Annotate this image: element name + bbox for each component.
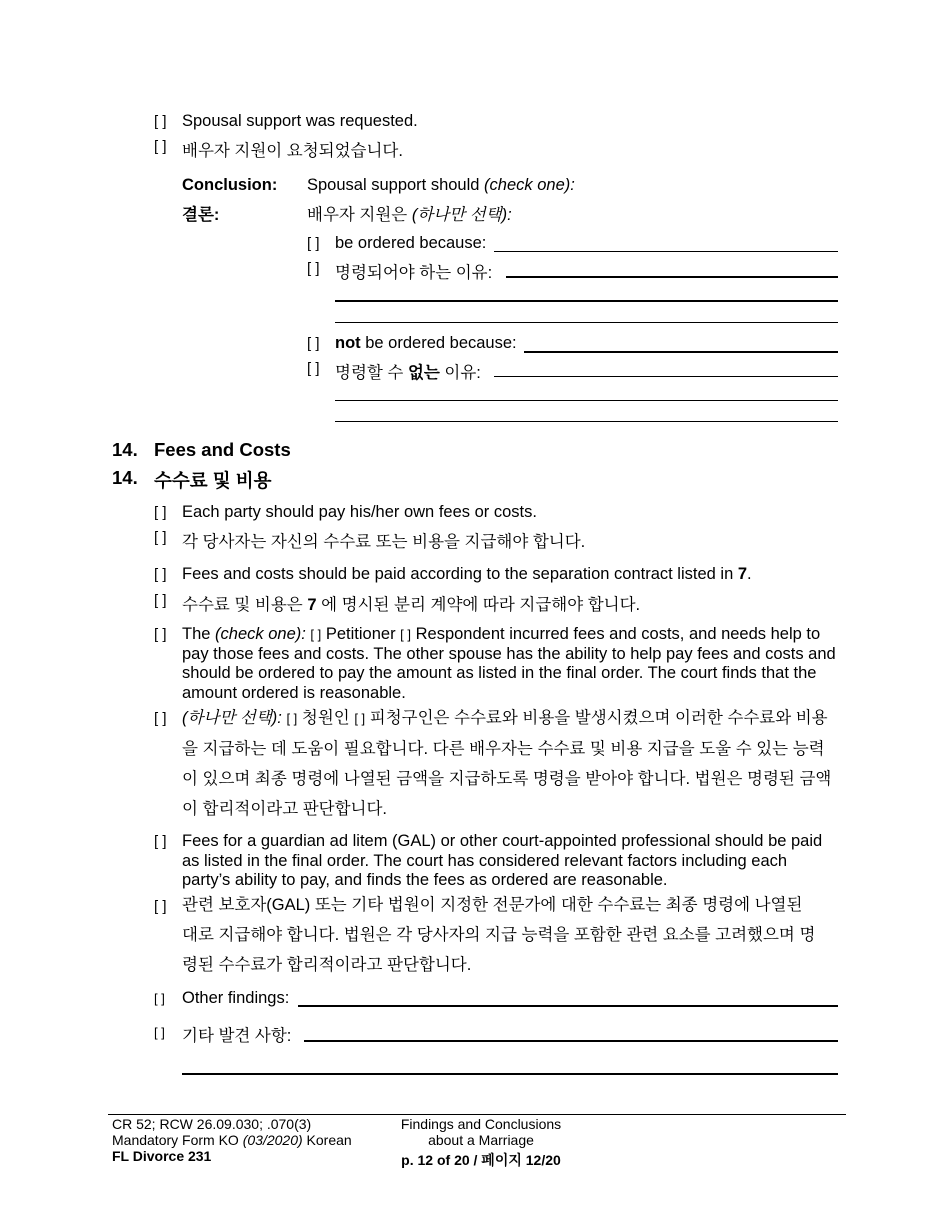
checkbox-own-fees[interactable]: [ ] xyxy=(154,504,167,521)
section-14-number-ko: 14. xyxy=(112,467,138,488)
other-findings-line[interactable] xyxy=(298,1005,838,1007)
footer-statute: CR 52; RCW 26.09.030; .070(3) xyxy=(112,1116,312,1132)
gal-ko: 관련 보호자(GAL) 또는 기타 법원이 지정한 전문가에 대한 수수료는 최종 명령에 나열된 대로 지급해야 합니다. 법원은 각 당사자의 지급 능력을 포함한 관련 요소를 고려했으며 명령된 수수료가 합리적이라고 판단합니다. xyxy=(182,896,816,974)
footer-rule xyxy=(108,1114,846,1115)
spousal-should-ko: 배우자 지원은 (하나만 선택): xyxy=(307,206,512,224)
ordered-reason-line-3[interactable] xyxy=(335,322,838,323)
checkbox-incurred[interactable]: [ ] xyxy=(154,626,167,643)
checkbox-other-findings-ko[interactable]: [ ] xyxy=(154,1025,165,1040)
not-ordered-ko: 명령할 수 없는 이유: xyxy=(335,364,481,382)
checkbox-gal[interactable]: [ ] xyxy=(154,833,167,850)
own-fees-ko: 각 당사자는 자신의 수수료 또는 비용을 지급해야 합니다. xyxy=(182,533,586,551)
contract-en: Fees and costs should be paid according to the separation contract listed in 7. xyxy=(182,565,752,583)
conclusion-label-en: Conclusion: xyxy=(182,176,278,194)
checkbox-contract[interactable]: [ ] xyxy=(154,566,167,583)
checkbox-petitioner-ko[interactable]: [ ] xyxy=(286,711,298,726)
ordered-reason-line-2[interactable] xyxy=(335,300,838,302)
section-14-title-ko: 수수료 및 비용 xyxy=(154,470,272,491)
checkbox-other-findings[interactable]: [ ] xyxy=(154,991,165,1006)
footer-form-id: FL Divorce 231 xyxy=(112,1148,212,1164)
ordered-ko: 명령되어야 하는 이유: xyxy=(335,264,493,282)
checkbox-ordered-ko[interactable]: [ ] xyxy=(307,260,320,277)
checkbox-respondent-ko[interactable]: [ ] xyxy=(354,711,366,726)
not-ordered-reason-line[interactable] xyxy=(524,351,838,353)
checkbox-not-ordered[interactable]: [ ] xyxy=(307,335,320,352)
contract-ko: 수수료 및 비용은 7 에 명시된 분리 계약에 따라 지급해야 합니다. xyxy=(182,596,641,614)
not-ordered-reason-line-ko[interactable] xyxy=(494,376,838,377)
own-fees-en: Each party should pay his/her own fees or costs. xyxy=(182,503,537,521)
spousal-requested-ko: 배우자 지원이 요청되었습니다. xyxy=(182,142,403,160)
footer-form: Mandatory Form KO (03/2020) Korean xyxy=(112,1132,352,1148)
checkbox-spousal-requested-ko[interactable]: [ ] xyxy=(154,138,167,155)
ordered-reason-line-ko[interactable] xyxy=(506,276,838,278)
checkbox-own-fees-ko[interactable]: [ ] xyxy=(154,529,167,546)
other-findings-ko: 기타 발견 사항: xyxy=(182,1027,292,1045)
other-findings-line-2[interactable] xyxy=(182,1073,838,1075)
footer-title-2: about a Marriage xyxy=(428,1132,534,1148)
footer-title-1: Findings and Conclusions xyxy=(400,1116,562,1132)
checkbox-gal-ko[interactable]: [ ] xyxy=(154,898,167,915)
not-ordered-reason-line-3[interactable] xyxy=(335,421,838,422)
checkbox-spousal-requested[interactable]: [ ] xyxy=(154,113,167,130)
section-14-title-en: Fees and Costs xyxy=(154,439,291,460)
other-findings-line-ko[interactable] xyxy=(304,1040,838,1042)
checkbox-incurred-ko[interactable]: [ ] xyxy=(154,710,167,727)
checkbox-petitioner[interactable]: [ ] xyxy=(310,627,322,642)
footer-page: p. 12 of 20 / 페이지 12/20 xyxy=(401,1152,561,1168)
footer-center xyxy=(395,1116,567,1168)
checkbox-not-ordered-ko[interactable]: [ ] xyxy=(307,360,320,377)
checkbox-respondent[interactable]: [ ] xyxy=(400,627,412,642)
conclusion-label-ko: 결론: xyxy=(182,206,220,224)
incurred-ko: (하나만 선택): [ ] 청원인 [ ] 피청구인은 수수료와 비용을 발생시켰으며 이러한 수수료와 비용을 지급하는 데 도움이 필요합니다. 다른 배우자는 수수료 및 비용 지급을 도울 수 있는 능력이 있으며 최종 명령에 나열된 금액을 지급하도록 명령을 받아야 합니다. 법원은 명령된 금액이 합리적이라고 판단합니다. xyxy=(182,709,832,818)
not-ordered-en: not be ordered because: xyxy=(335,334,517,352)
footer-left xyxy=(112,1116,352,1164)
not-ordered-reason-line-2[interactable] xyxy=(335,400,838,401)
ordered-reason-line[interactable] xyxy=(494,251,838,252)
checkbox-contract-ko[interactable]: [ ] xyxy=(154,592,167,609)
incurred-en: The (check one): [ ] Petitioner [ ] Respondent incurred fees and costs, and needs help to pay those fees and costs. The other spouse has the ability to help pay fees and costs and should be ordered to pay the amount as listed in the final order. The court finds that the amount ordered is reasonable. xyxy=(182,625,836,702)
spousal-should-en: Spousal support should (check one): xyxy=(307,176,575,194)
gal-en: Fees for a guardian ad litem (GAL) or other court-appointed professional should be paid as listed in the final order. The court has considered relevant factors including each party’s ability to pay, and finds the fees as ordered are reasonable. xyxy=(182,832,823,889)
ordered-en: be ordered because: xyxy=(335,234,487,252)
checkbox-ordered[interactable]: [ ] xyxy=(307,235,320,252)
other-findings-en: Other findings: xyxy=(182,989,290,1007)
section-14-number: 14. xyxy=(112,439,138,460)
spousal-requested-en: Spousal support was requested. xyxy=(182,112,418,130)
